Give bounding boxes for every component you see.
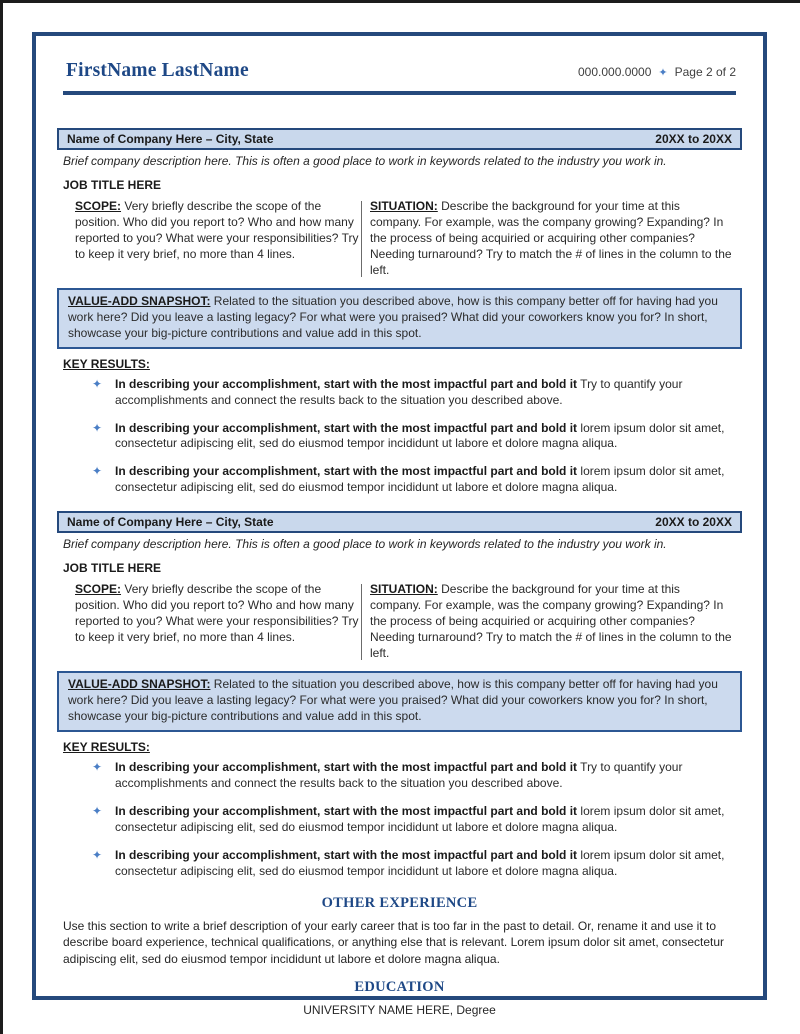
person-name: FirstName LastName bbox=[66, 60, 249, 81]
value-add-label: VALUE-ADD SNAPSHOT: bbox=[68, 677, 211, 692]
key-results-list bbox=[63, 760, 736, 880]
company-name: Name of Company Here – City, State bbox=[67, 515, 274, 530]
key-result-bold: In describing your accomplishment, start with the most impactful part and bold it bbox=[115, 464, 578, 479]
company-description: Brief company description here. This is often a good place to work in keywords related to the industry you work in. bbox=[63, 154, 667, 168]
star-bullet-icon: ✦ bbox=[92, 464, 103, 479]
value-add-label: VALUE-ADD SNAPSHOT: bbox=[68, 293, 211, 308]
key-result-item bbox=[63, 804, 736, 836]
job-title: JOB TITLE HERE bbox=[63, 561, 162, 576]
page-header bbox=[63, 60, 736, 82]
key-result-rest: Try to quantify your accomplishments and connect the results back to the situation you described above. bbox=[115, 759, 683, 790]
job-title: JOB TITLE HERE bbox=[63, 178, 162, 192]
scope-label: SCOPE: bbox=[75, 199, 122, 213]
value-add-snapshot-box bbox=[57, 288, 742, 349]
star-bullet-icon: ✦ bbox=[92, 759, 103, 774]
value-add-snapshot-box bbox=[57, 671, 742, 732]
company-dates: 20XX to 20XX bbox=[655, 515, 732, 530]
key-result-item bbox=[63, 760, 736, 792]
scope-label: SCOPE: bbox=[75, 582, 122, 597]
key-result-item bbox=[63, 421, 736, 453]
column-divider bbox=[361, 584, 362, 660]
education-entry: UNIVERSITY NAME HERE, Degree bbox=[303, 1003, 496, 1018]
situation-text: Describe the background for your time at this company. For example, was the company growing? Expanding? In the process of being acquiried or acquiring other companies? Needing turnaround? Try to match the # of lines in the column to the left. bbox=[370, 199, 732, 277]
other-experience-heading: OTHER EXPERIENCE bbox=[321, 894, 478, 911]
key-result-item bbox=[63, 848, 736, 880]
experience-section bbox=[63, 511, 736, 879]
column-divider bbox=[361, 201, 362, 277]
key-result-rest: lorem ipsum dolor sit amet, consectetur adipiscing elit, sed do eiusmod tempor incididunt ut labore et dolore magna aliqua. bbox=[115, 420, 725, 451]
company-description: Brief company description here. This is often a good place to work in keywords related to the industry you work in. bbox=[63, 537, 667, 552]
key-results-list bbox=[63, 377, 736, 497]
key-result-bold: In describing your accomplishment, start with the most impactful part and bold it bbox=[115, 420, 578, 435]
key-result-bold: In describing your accomplishment, start with the most impactful part and bold it bbox=[115, 759, 578, 774]
key-result-item bbox=[63, 377, 736, 409]
key-result-item bbox=[63, 464, 736, 496]
value-add-text: Related to the situation you described above, how is this company better off for having had you work here? Did you leave a lasting legacy? For what were you praised? What did your coworkers know you for? In short, showcase your big-picture contributions and value add in this spot. bbox=[68, 293, 718, 340]
header-contact bbox=[578, 65, 736, 79]
key-result-rest: lorem ipsum dolor sit amet, consectetur adipiscing elit, sed do eiusmod tempor incididunt ut labore et dolore magna aliqua. bbox=[115, 803, 725, 834]
key-results-label: KEY RESULTS: bbox=[63, 356, 150, 371]
situation-column bbox=[370, 582, 736, 662]
situation-label: SITUATION: bbox=[370, 199, 438, 213]
scope-situation-columns bbox=[63, 582, 736, 662]
star-bullet-icon: ✦ bbox=[92, 376, 103, 391]
key-result-rest: lorem ipsum dolor sit amet, consectetur adipiscing elit, sed do eiusmod tempor incididunt ut labore et dolore magna aliqua. bbox=[115, 464, 725, 495]
situation-column bbox=[370, 199, 736, 279]
scope-column bbox=[63, 199, 359, 279]
scope-text: Very briefly describe the scope of the position. Who did you report to? Who and how many reported to you? What were your responsibilities? Try to keep it very brief, no more than 4 lines. bbox=[75, 582, 359, 645]
education-heading: EDUCATION bbox=[354, 979, 445, 996]
key-result-bold: In describing your accomplishment, start with the most impactful part and bold it bbox=[115, 847, 578, 862]
scope-column bbox=[63, 582, 359, 662]
header-divider-rule bbox=[63, 91, 736, 95]
star-bullet-icon: ✦ bbox=[92, 420, 103, 435]
page-border-frame bbox=[32, 32, 767, 1018]
company-header-bar bbox=[57, 511, 742, 533]
scope-text: Very briefly describe the scope of the position. Who did you report to? Who and how many reported to you? What were your responsibilities? Try to keep it very brief, no more than 4 lines. bbox=[75, 199, 359, 261]
key-result-rest: Try to quantify your accomplishments and connect the results back to the situation you described above. bbox=[115, 376, 683, 407]
star-bullet-icon: ✦ bbox=[92, 803, 103, 818]
company-name: Name of Company Here – City, State bbox=[67, 132, 274, 146]
phone-number: 000.000.0000 bbox=[577, 65, 652, 79]
key-results-label: KEY RESULTS: bbox=[63, 739, 150, 754]
star-bullet-icon: ✦ bbox=[92, 847, 103, 862]
situation-text: Describe the background for your time at this company. For example, was the company growing? Expanding? In the process of being acquiried or acquiring other companies? Needing turnaround? Try to match the # of lines in the column to the left. bbox=[370, 582, 732, 661]
star-separator-icon: ✦ bbox=[658, 67, 668, 79]
key-result-rest: lorem ipsum dolor sit amet, consectetur adipiscing elit, sed do eiusmod tempor incididunt ut labore et dolore magna aliqua. bbox=[115, 847, 725, 878]
value-add-text: Related to the situation you described above, how is this company better off for having had you work here? Did you leave a lasting legacy? For what were you praised? What did your coworkers know you for? In short, showcase your big-picture contributions and value add in this spot. bbox=[68, 677, 718, 724]
key-result-bold: In describing your accomplishment, start with the most impactful part and bold it bbox=[115, 803, 578, 818]
key-result-bold: In describing your accomplishment, start with the most impactful part and bold it bbox=[115, 376, 578, 391]
company-header-bar bbox=[57, 128, 742, 150]
other-experience-text: Use this section to write a brief description of your early career that is too far in the past to detail. Or, rename it and use it to describe board experience, technical qualifications, or anything else that is relevant. Lorem ipsum dolor sit amet, consectetur adipiscing elit, sed do eiusmod tempor incididunt ut labore et dolore magna aliqua. bbox=[63, 918, 725, 966]
company-dates: 20XX to 20XX bbox=[655, 132, 732, 146]
page-number-label: Page 2 of 2 bbox=[674, 65, 736, 79]
scope-situation-columns bbox=[63, 199, 736, 279]
situation-label: SITUATION: bbox=[370, 582, 438, 597]
experience-section bbox=[63, 128, 736, 496]
